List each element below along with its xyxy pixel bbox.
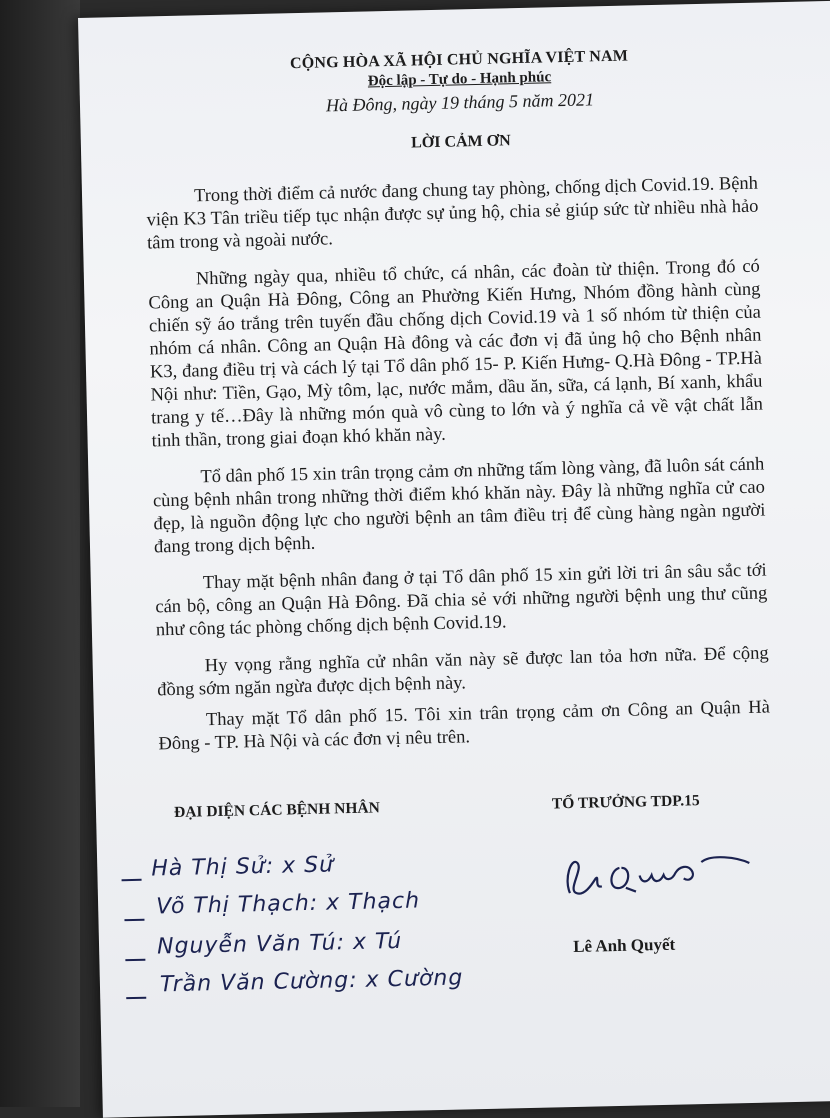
list-dash: [126, 997, 146, 999]
list-dash: [124, 919, 144, 921]
list-dash: [125, 959, 145, 961]
paragraph: Những ngày qua, nhiều tổ chức, cá nhân, các đoàn từ thiện. Trong đó có Công an Quận Hà Đông, Công an Phường Kiến Hưng, Nhóm đồng hành cùng chiến sỹ áo trắng trên tuyến đầu chống dịch Covid.19 và 1 số nhóm từ thiện của nhóm cá nhân. Công an Quận Hà đông và các đơn vị đã ủng hộ cho Bệnh nhân K3, đang điều trị và cách lý tại Tổ dân phố 15- P. Kiến Hưng- Q.Hà Đông - TP.Hà Nội như: Tiền, Gạo, Mỳ tôm, lạc, nước mắm, dầu ăn, sữa, cá lạnh, Bí xanh, khẩu trang y tế…Đây là những món quà vô cùng to lớn và ý nghĩa cả về vật chất lẫn tinh thần, trong giai đoạn khó khăn này.: [148, 256, 764, 452]
handwritten-signature-line: Nguyễn Văn Tú: x Tú: [156, 928, 403, 960]
patients-representative-heading: ĐẠI DIỆN CÁC BỆNH NHÂN: [173, 799, 381, 822]
national-title: CỘNG HÒA XÃ HỘI CHỦ NGHĨA VIỆT NAM: [289, 47, 629, 73]
paragraph: Trong thời điểm cả nước đang chung tay phòng, chống dịch Covid.19. Bệnh viện K3 Tân triều tiếp tục nhận được sự ủng hộ, chia sẻ giúp sức từ nhiều nhà hảo tâm trong và ngoài nước.: [146, 173, 759, 254]
group-leader-heading: TỔ TRƯỞNG TDP.15: [551, 792, 700, 813]
paragraph: Tổ dân phố 15 xin trân trọng cảm ơn những tấm lòng vàng, đã luôn sát cánh cùng bệnh nhân trong những thời điểm khó khăn này. Đây là những nghĩa cử cao đẹp, là nguồn động lực cho người bệnh an tâm điều trị để cùng hàng ngàn người đang trong dịch bệnh.: [152, 454, 766, 558]
dateline: Hà Đông, ngày 19 tháng 5 năm 2021: [325, 89, 595, 116]
letter-title: LỜI CẢM ƠN: [410, 132, 511, 152]
paragraph: Thay mặt Tổ dân phố 15. Tôi xin trân trọng cảm ơn Công an Quận Hà Đông - TP. Hà Nội và các đơn vị nêu trên.: [158, 697, 771, 755]
background-shadow: [0, 0, 80, 1107]
handwritten-signature-line: Trần Văn Cường: x Cường: [159, 965, 464, 998]
letter-body: [146, 173, 771, 771]
paragraph: Hy vọng rằng nghĩa cử nhân văn này sẽ được lan tỏa hơn nữa. Để cộng đồng sớm ngăn ngừa được dịch bệnh này.: [157, 643, 769, 701]
paragraph: Thay mặt bệnh nhân đang ở tại Tổ dân phố 15 xin gửi lời tri ân sâu sắc tới cán bộ, công an Quận Hà Đông. Đã chia sẻ với những người bệnh ung thư cũng như công tác phòng chống dịch bệnh Covid.19.: [155, 560, 768, 641]
national-motto: Độc lập - Tự do - Hạnh phúc: [367, 69, 552, 90]
handwritten-signature-line: Võ Thị Thạch: x Thạch: [155, 888, 421, 920]
leader-signature-image: [561, 845, 752, 899]
letter-page: [78, 1, 830, 1118]
handwritten-signature-line: Hà Thị Sử: x Sử: [151, 852, 335, 882]
signer-name: Lê Anh Quyết: [572, 934, 676, 957]
list-dash: [122, 879, 142, 881]
document-header: [79, 43, 830, 122]
